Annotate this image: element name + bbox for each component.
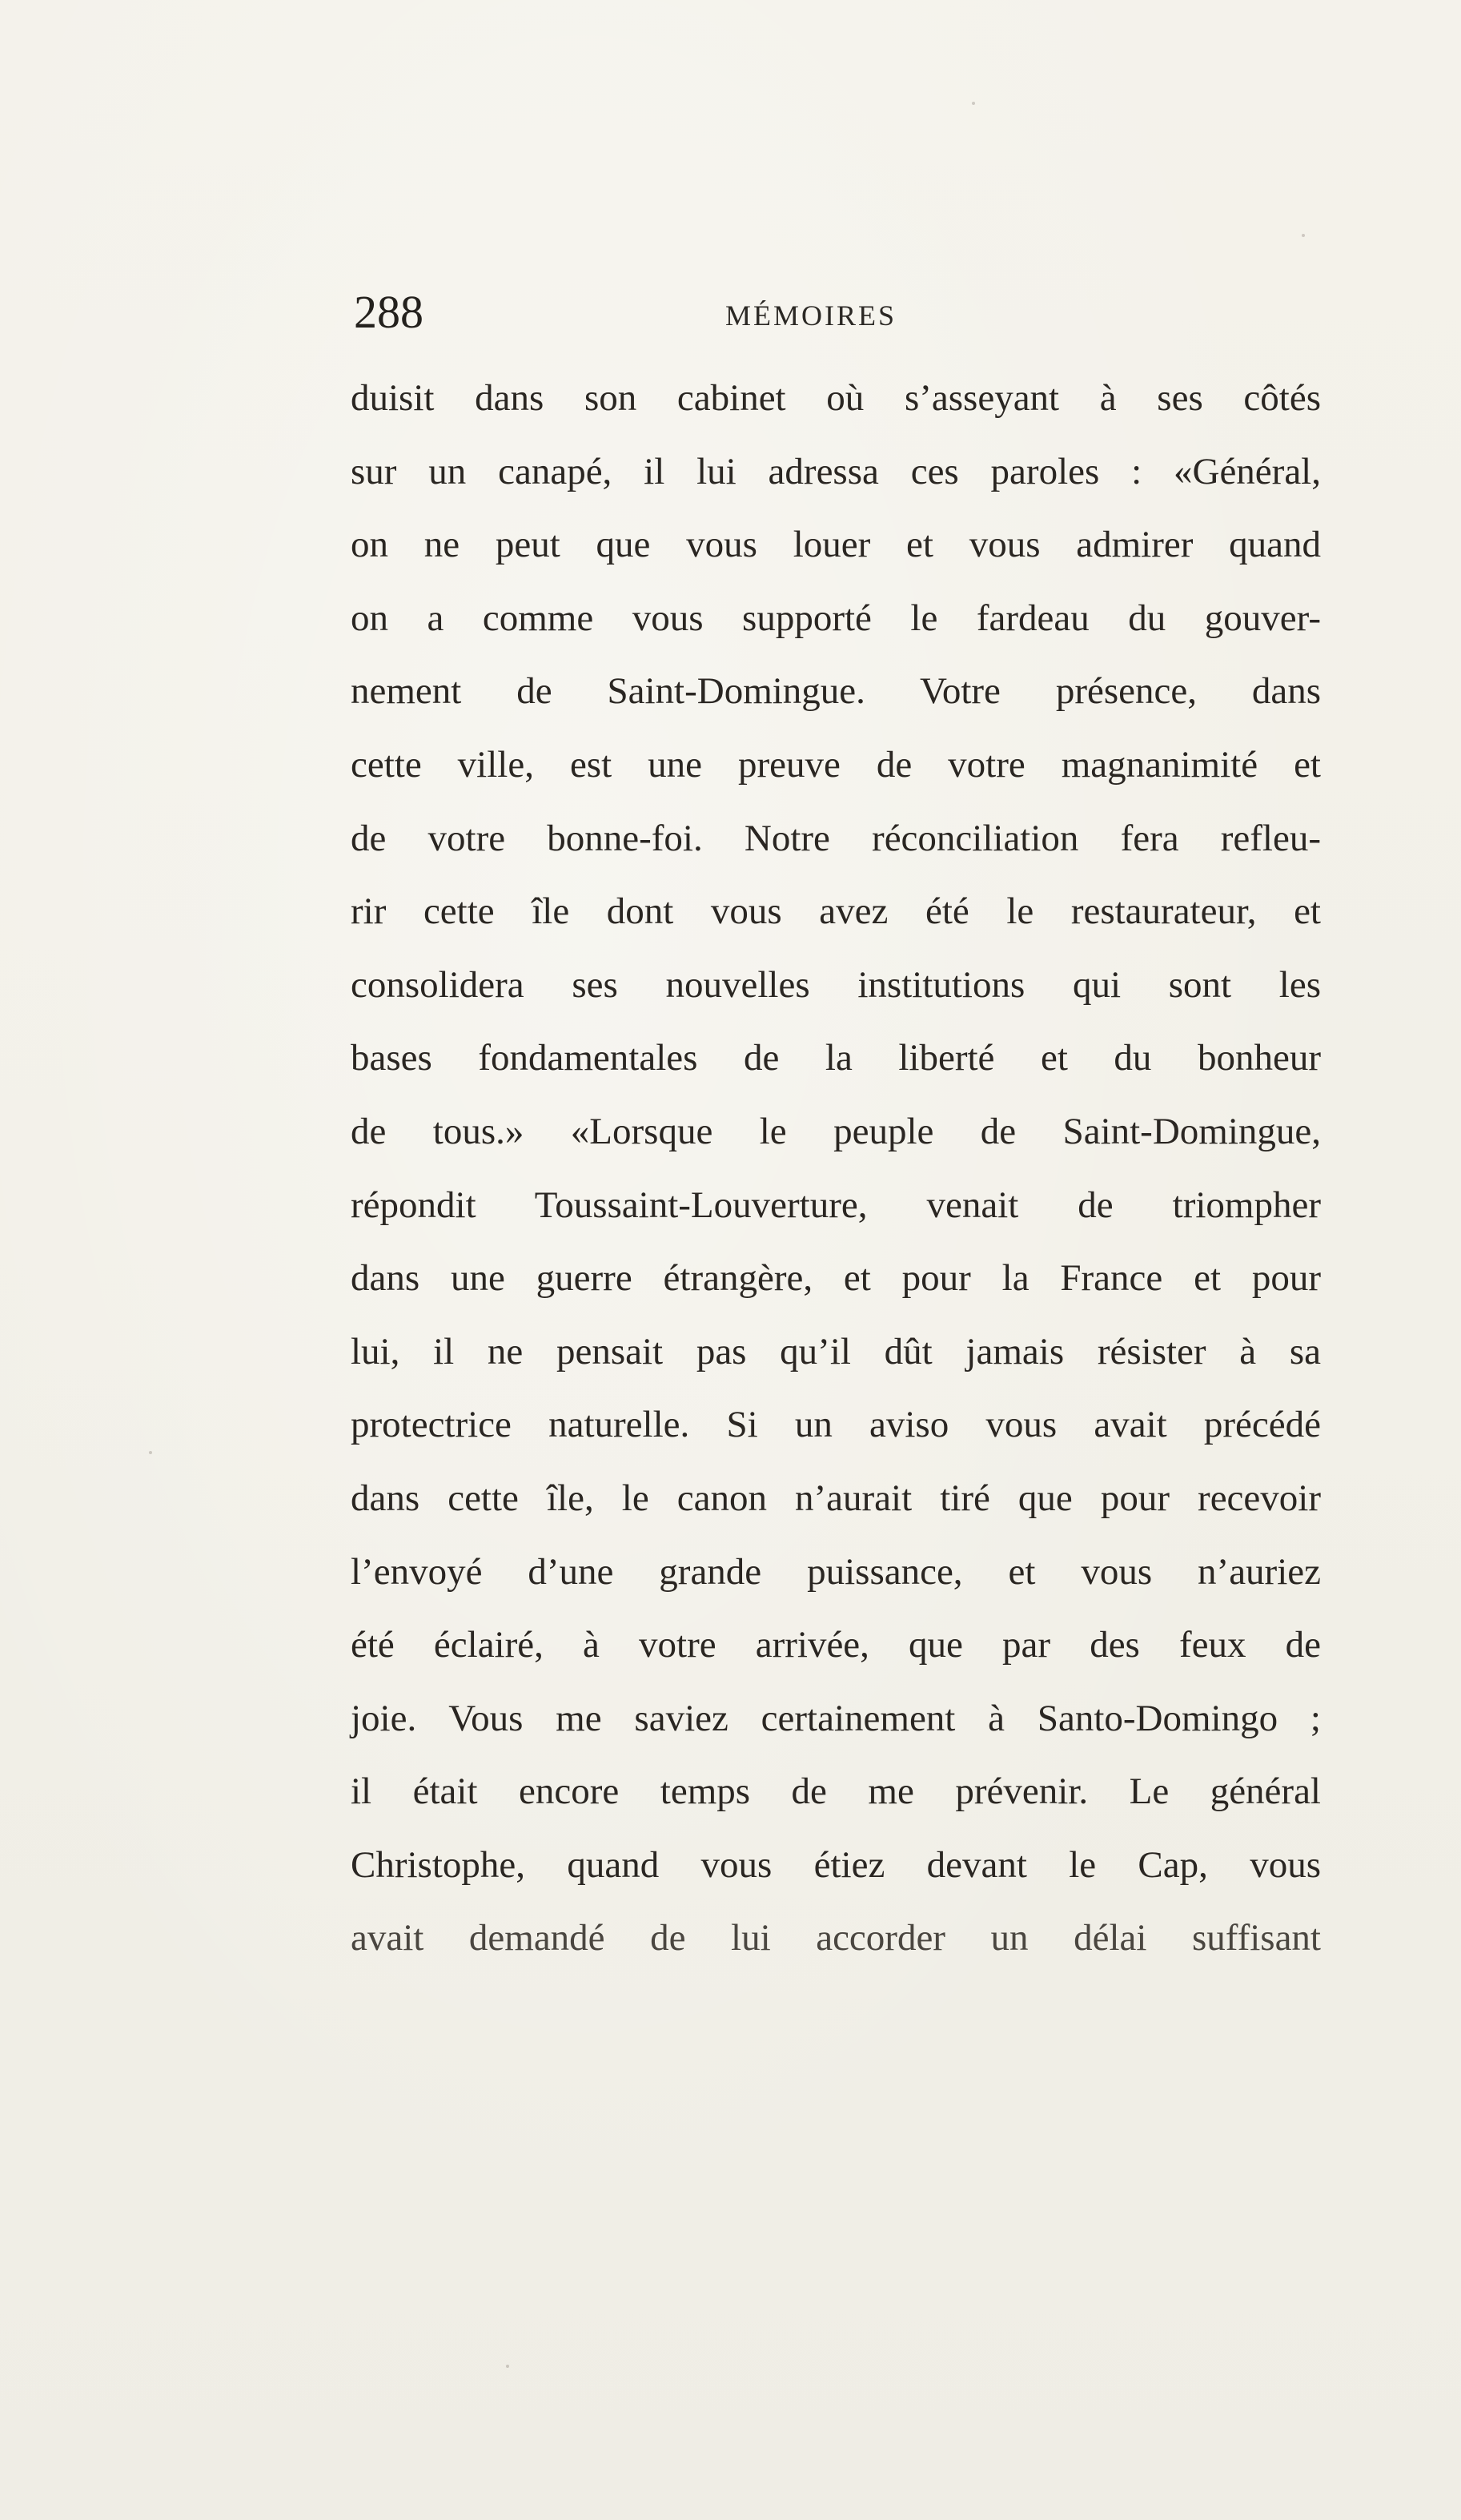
paper-speck xyxy=(506,2365,509,2368)
running-head: MÉMOIRES xyxy=(725,299,897,332)
paper-speck xyxy=(1302,234,1305,237)
body-text xyxy=(351,362,1321,1975)
text-line: de votre bonne-foi. Notre réconciliation fera refleu- xyxy=(351,817,1321,859)
text-line: on a comme vous supporté le fardeau du gouver- xyxy=(351,597,1321,639)
page-header xyxy=(354,284,1324,340)
text-line: dans cette île, le canon n’aurait tiré que pour recevoir xyxy=(351,1477,1321,1519)
text-line: rir cette île dont vous avez été le restaurateur, et xyxy=(351,890,1321,933)
text-line: Christophe, quand vous étiez devant le Cap, vous xyxy=(351,1843,1321,1886)
text-line: consolidera ses nouvelles institutions qui sont les xyxy=(351,963,1321,1006)
paper-speck xyxy=(972,102,975,105)
text-line: été éclairé, à votre arrivée, que par des feux de xyxy=(351,1624,1321,1666)
paper-speck xyxy=(149,1451,152,1454)
text-line: répondit Toussaint-Louverture, venait de triompher xyxy=(351,1184,1321,1226)
text-line: on ne peut que vous louer et vous admirer quand xyxy=(351,524,1321,566)
text-line: de tous.» «Lorsque le peuple de Saint-Domingue, xyxy=(351,1110,1321,1152)
text-line: protectrice naturelle. Si un aviso vous avait précédé xyxy=(351,1404,1321,1446)
page-number: 288 xyxy=(354,286,423,338)
text-line: nement de Saint-Domingue. Votre présence, dans xyxy=(351,670,1321,713)
text-line: dans une guerre étrangère, et pour la France et pour xyxy=(351,1257,1321,1300)
text-line: bases fondamentales de la liberté et du bonheur xyxy=(351,1037,1321,1079)
text-line: il était encore temps de me prévenir. Le général xyxy=(351,1770,1321,1813)
text-line: sur un canapé, il lui adressa ces paroles : «Général, xyxy=(351,450,1321,492)
text-line: l’envoyé d’une grande puissance, et vous n’auriez xyxy=(351,1550,1321,1593)
text-line: cette ville, est une preuve de votre magnanimité et xyxy=(351,743,1321,786)
text-line: duisit dans son cabinet où s’asseyant à ses côtés xyxy=(351,377,1321,419)
text-line: avait demandé de lui accorder un délai suffisant xyxy=(351,1917,1321,1959)
text-line: joie. Vous me saviez certainement à Santo-Domingo ; xyxy=(351,1697,1321,1739)
text-line: lui, il ne pensait pas qu’il dût jamais résister à sa xyxy=(351,1330,1321,1373)
